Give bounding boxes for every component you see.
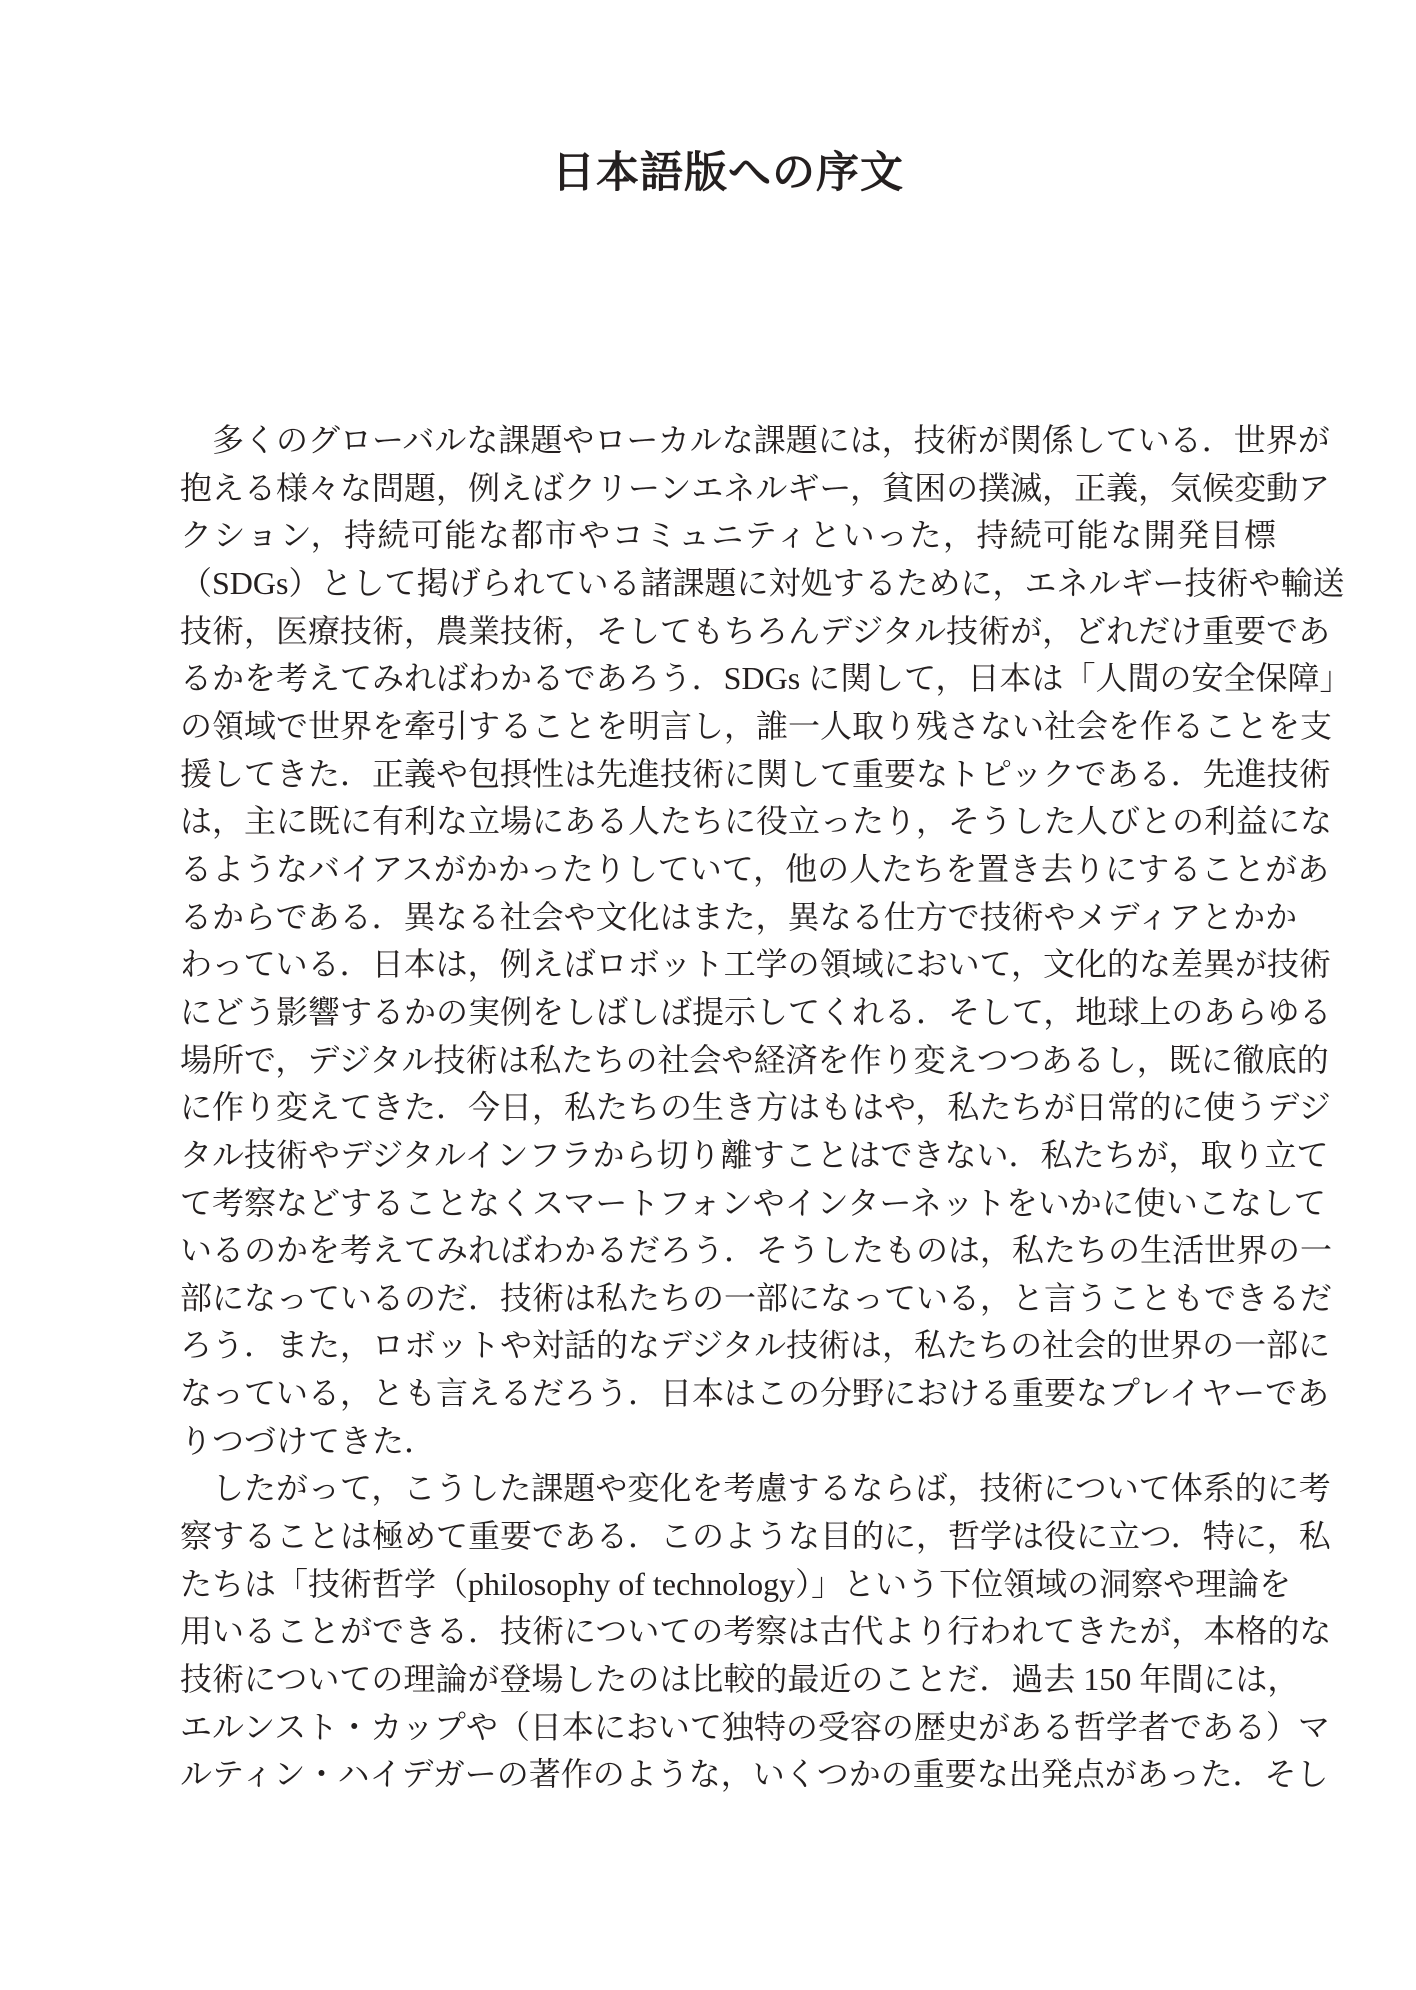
text-line: りつづけてきた． <box>180 1422 437 1459</box>
text-line: に作り変えてきた．今日，私たちの生き方はもはや，私たちが日常的に使うデジ <box>180 1089 1331 1126</box>
text-line: （SDGs）として掲げられている諸課題に対処するために，エネルギー技術や輸送 <box>180 564 1345 601</box>
text-line: て考察などすることなくスマートフォンやインターネットをいかに使いこなして <box>180 1184 1326 1221</box>
text-line: ろう．また，ロボットや対話的なデジタル技術は，私たちの社会的世界の一部に <box>180 1327 1331 1364</box>
text-line: たちは「技術哲学（philosophy of technology）」という下位領域の洞察や理論を <box>180 1565 1292 1602</box>
paragraph-1 <box>180 417 1352 1465</box>
text-line: ルティン・ハイデガーの著作のような，いくつかの重要な出発点があった．そし <box>180 1756 1329 1793</box>
text-line: したがって，こうした課題や変化を考慮するならば，技術について体系的に考 <box>180 1470 1331 1507</box>
text-line: にどう影響するかの実例をしばしば提示してくれる．そして，地球上のあらゆる <box>180 993 1332 1030</box>
text-line: 部になっているのだ．技術は私たちの一部になっている，と言うこともできるだ <box>180 1279 1333 1316</box>
text-line: 技術，医療技術，農業技術，そしてもちろんデジタル技術が，どれだけ重要であ <box>180 612 1331 649</box>
text-line: エルンスト・カップや（日本において独特の受容の歴史がある哲学者である）マ <box>180 1708 1330 1745</box>
text-line: 抱える様々な問題，例えばクリーンエネルギー，貧困の撲滅，正義，気候変動ア <box>180 469 1331 506</box>
page-title: 日本語版への序文 <box>552 149 904 197</box>
text-line: 多くのグローバルな課題やローカルな課題には，技術が関係している．世界が <box>180 422 1330 458</box>
text-line: 技術についての理論が登場したのは比較的最近のことだ．過去 150 年間には， <box>180 1661 1300 1698</box>
text-line: タル技術やデジタルインフラから切り離すことはできない．私たちが，取り立て <box>180 1136 1329 1173</box>
text-line: 察することは極めて重要である．このような目的に，哲学は役に立つ．特に，私 <box>180 1518 1331 1555</box>
text-line: 用いることができる．技術についての考察は古代より行われてきたが，本格的な <box>180 1613 1332 1650</box>
text-line: るからである．異なる社会や文化はまた，異なる仕方で技術やメディアとかか <box>180 898 1298 935</box>
text-line: クション，持続可能な都市やコミュニティといった，持続可能な開発目標 <box>180 517 1276 554</box>
text-line: なっている，とも言えるだろう．日本はこの分野における重要なプレイヤーであ <box>180 1375 1330 1412</box>
text-line: 場所で，デジタル技術は私たちの社会や経済を作り変えつつあるし，既に徹底的 <box>180 1041 1329 1078</box>
text-line: 援してきた．正義や包摂性は先進技術に関して重要なトピックである．先進技術 <box>180 755 1331 792</box>
body-text <box>180 417 1352 1799</box>
text-line: わっている．日本は，例えばロボット工学の領域において，文化的な差異が技術 <box>180 946 1332 983</box>
text-line: は，主に既に有利な立場にある人たちに役立ったり，そうした人びとの利益にな <box>180 803 1333 840</box>
text-line: いるのかを考えてみればわかるだろう．そうしたものは，私たちの生活世界の一 <box>180 1232 1333 1269</box>
text-line: の領域で世界を牽引することを明言し，誰一人取り残さない社会を作ることを支 <box>180 707 1333 744</box>
paragraph-2 <box>180 1465 1332 1799</box>
text-line: るようなバイアスがかかったりしていて，他の人たちを置き去りにすることがあ <box>180 850 1330 887</box>
text-line: るかを考えてみればわかるであろう．SDGs に関して，日本は「人間の安全保障」 <box>180 660 1352 697</box>
